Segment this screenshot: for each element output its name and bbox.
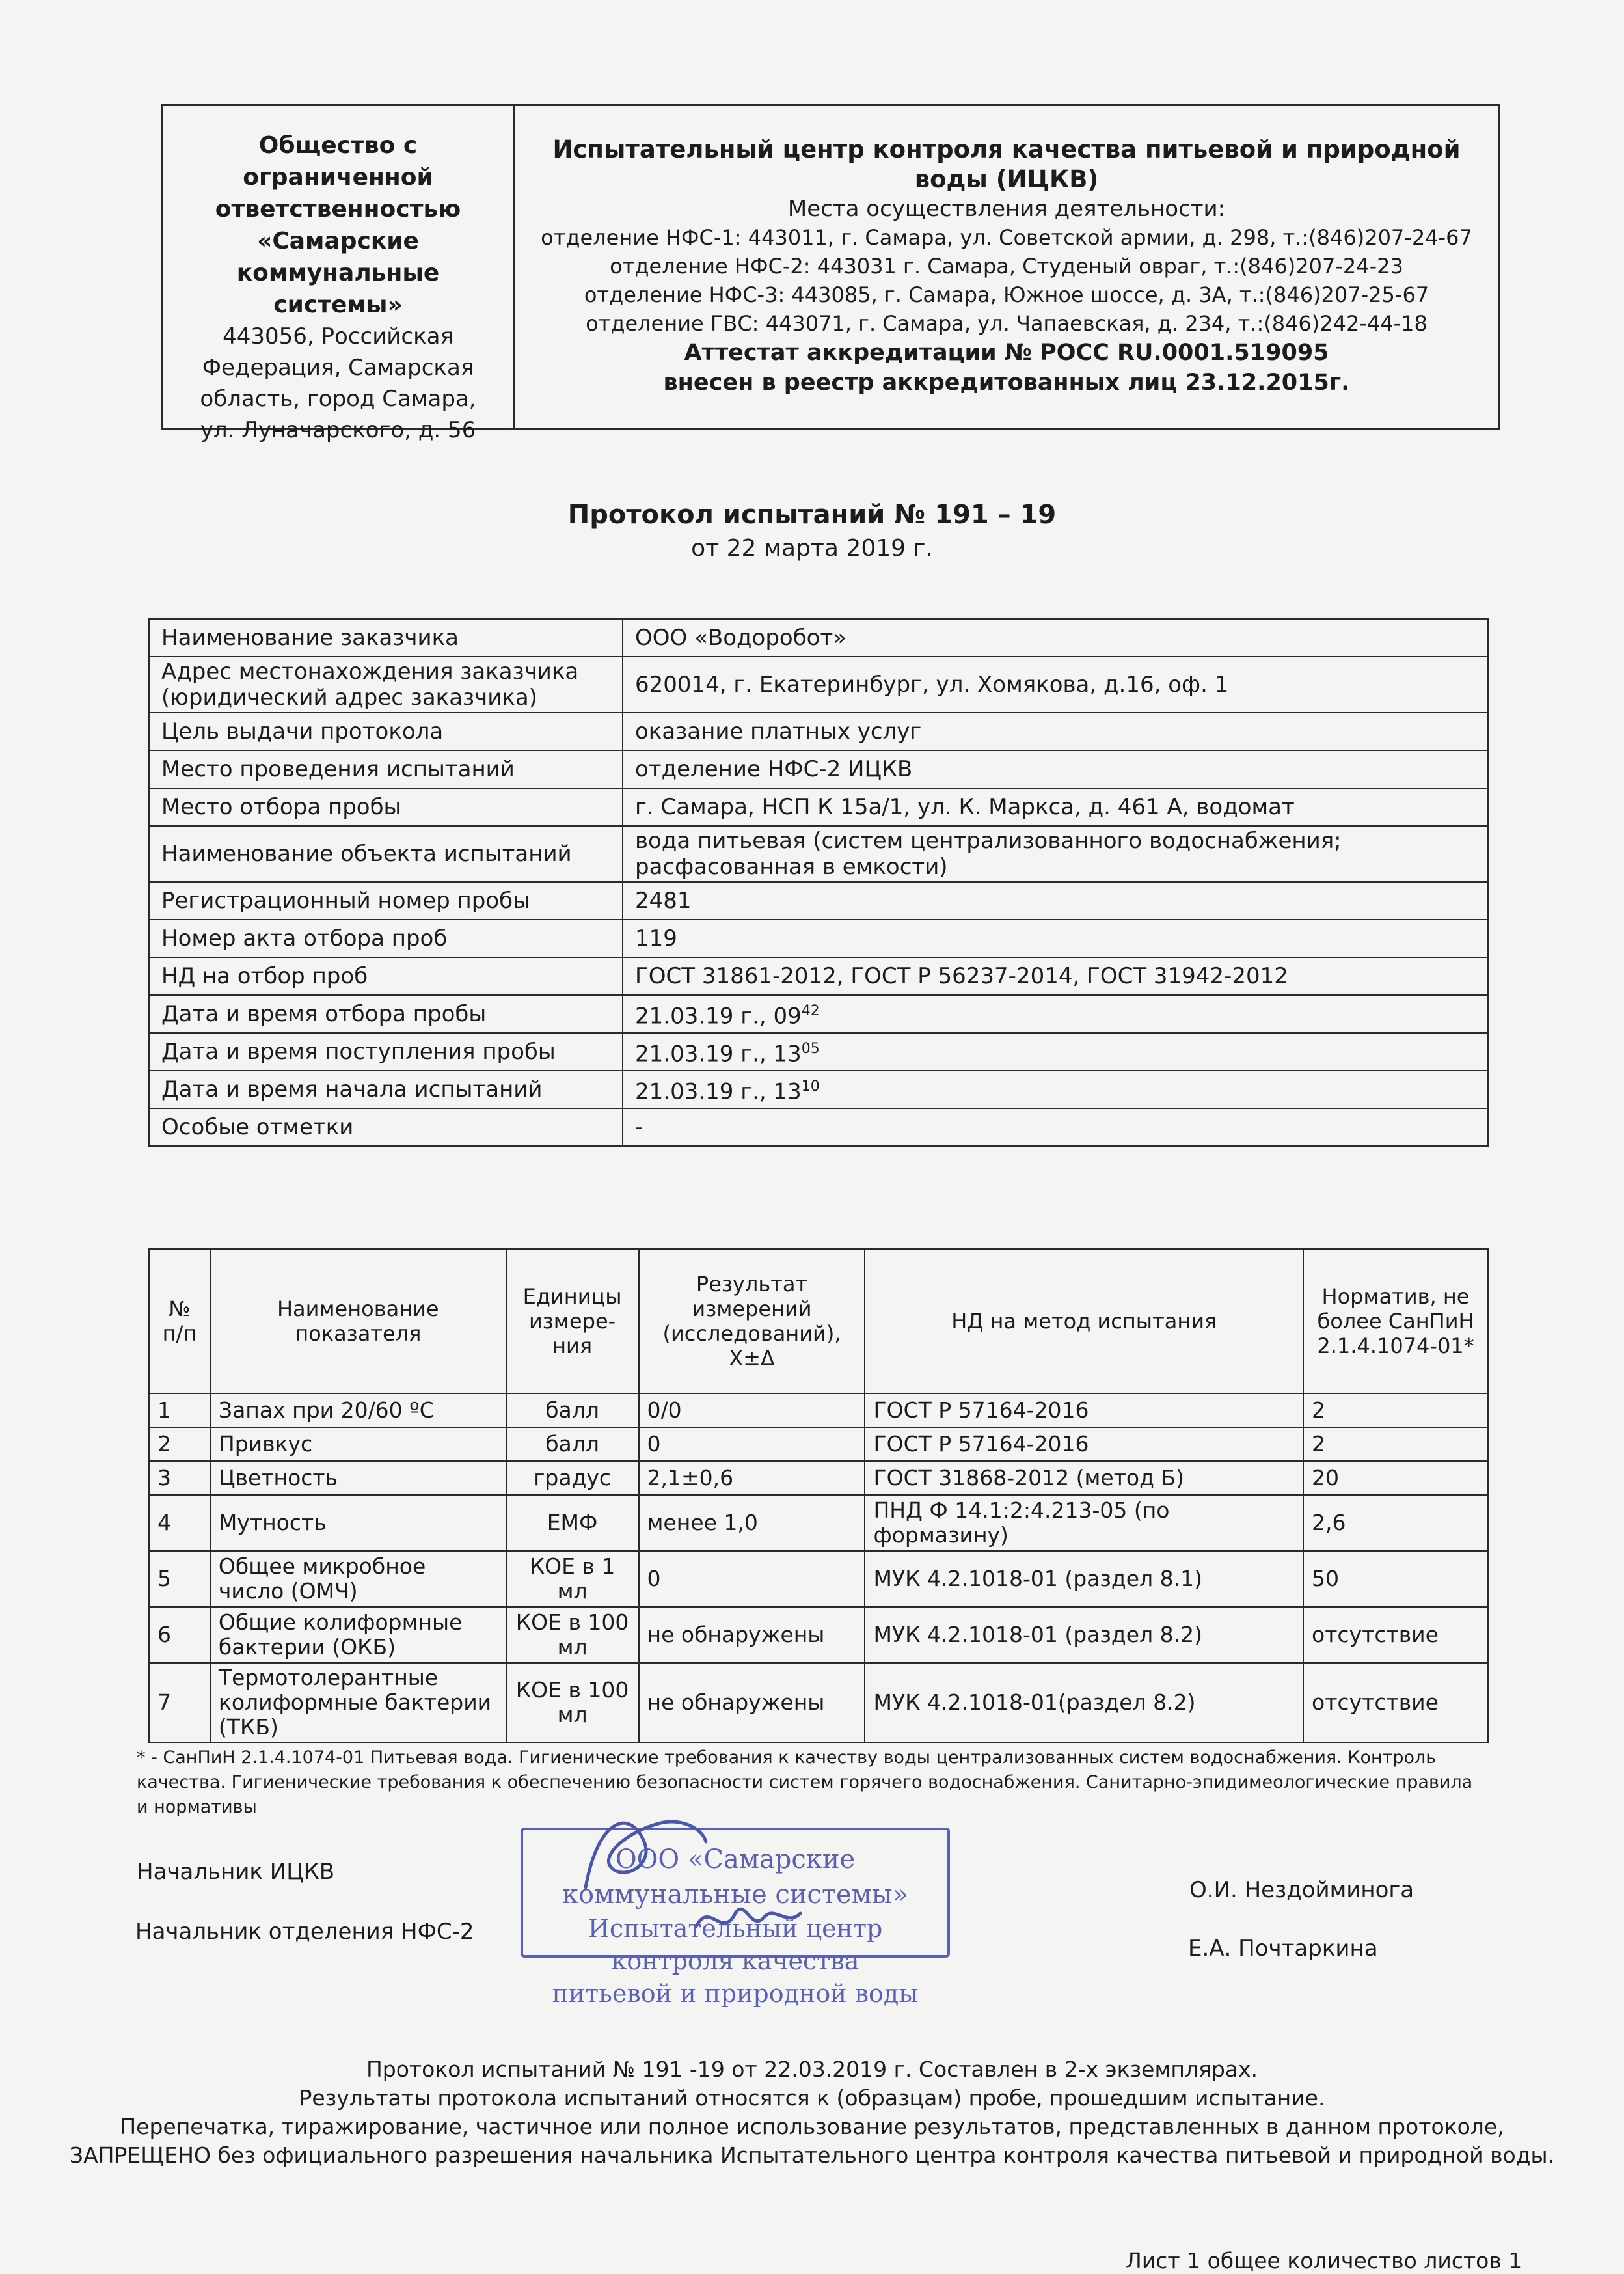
result-value: 0/0 [639, 1393, 865, 1427]
info-row [149, 1033, 1488, 1071]
table-row [149, 1663, 1488, 1742]
sheet-count: Лист 1 общее количество листов 1 [1126, 2248, 1522, 2273]
norm-value: 2 [1303, 1393, 1488, 1427]
info-value [623, 995, 1488, 1033]
info-row [149, 1108, 1488, 1146]
row-number: 4 [149, 1495, 210, 1551]
organization-address: 443056, Российская Федерация, Самарская область, город Самара, ул. Луначарского, д. 56 [200, 323, 476, 443]
protocol-title: Протокол испытаний № 191 – 19 [567, 500, 1057, 530]
row-number: 2 [149, 1427, 210, 1461]
signature-name-1: О.И. Нездойминога [1189, 1877, 1414, 1903]
norm-value: 20 [1303, 1461, 1488, 1495]
unit: балл [506, 1393, 639, 1427]
info-value-text: ООО «Водоробот» [635, 625, 847, 651]
place-line: отделение НФС-3: 443085, г. Самара, Южное шоссе, д. 3А, т.:(846)207-25-67 [584, 282, 1429, 307]
result-value: 2,1±0,6 [639, 1461, 865, 1495]
info-row [149, 957, 1488, 995]
signature-name-2: Е.А. Почтаркина [1188, 1936, 1378, 1962]
info-row [149, 713, 1488, 750]
col-indicator-header: Наименование показателя [210, 1249, 506, 1393]
indicator-name: Запах при 20/60 ºС [210, 1393, 506, 1427]
info-value [623, 882, 1488, 920]
accreditation: Аттестат аккредитации № РОСС RU.0001.519095 внесен в реестр аккредитованных лиц 23.12.2015г. [663, 340, 1350, 396]
info-label: Место проведения испытаний [149, 750, 623, 788]
indicator-name: Общие колиформные бактерии (ОКБ) [210, 1607, 506, 1663]
info-value [623, 750, 1488, 788]
info-value-text: ГОСТ 31861-2012, ГОСТ Р 56237-2014, ГОСТ 31942-2012 [635, 963, 1288, 989]
info-row [149, 1071, 1488, 1108]
organization-block [163, 106, 515, 443]
results-table [148, 1248, 1489, 1743]
row-number: 1 [149, 1393, 210, 1427]
table-row [149, 1461, 1488, 1495]
info-value [623, 1071, 1488, 1108]
lab-block [515, 106, 1498, 456]
info-value [623, 657, 1488, 713]
result-value: менее 1,0 [639, 1495, 865, 1551]
unit: балл [506, 1427, 639, 1461]
norm-value: 2 [1303, 1427, 1488, 1461]
norm-value: отсутствие [1303, 1607, 1488, 1663]
info-label: Номер акта отбора проб [149, 920, 623, 957]
places-label: Места осуществления деятельности: [787, 196, 1226, 222]
place-line: отделение НФС-2: 443031 г. Самара, Студеный овраг, т.:(846)207-24-23 [610, 254, 1403, 279]
info-value-text: - [635, 1114, 643, 1140]
table-row [149, 1393, 1488, 1427]
row-number: 7 [149, 1663, 210, 1742]
info-row [149, 619, 1488, 657]
place-line: отделение НФС-1: 443011, г. Самара, ул. Советской армии, д. 298, т.:(846)207-24-67 [541, 225, 1472, 250]
norm-value: 50 [1303, 1551, 1488, 1607]
test-method: МУК 4.2.1018-01 (раздел 8.1) [865, 1551, 1303, 1607]
indicator-name: Общее микробное число (ОМЧ) [210, 1551, 506, 1607]
info-label: Наименование заказчика [149, 619, 623, 657]
row-number: 3 [149, 1461, 210, 1495]
organization-stamp: ООО «Самарские коммунальные системы» Испытательный центр контроля качества питьевой и природной воды [521, 1828, 950, 1958]
info-value [623, 713, 1488, 750]
info-label: Особые отметки [149, 1108, 623, 1146]
info-value-text: 21.03.19 г., 13 [635, 1041, 802, 1067]
unit: КОЕ в 1 мл [506, 1551, 639, 1607]
unit: градус [506, 1461, 639, 1495]
organization-name: Общество с ограниченной ответственностью «Самарские коммунальные системы» [215, 132, 461, 318]
sample-info-table [148, 618, 1489, 1147]
info-row [149, 995, 1488, 1033]
indicator-name: Привкус [210, 1427, 506, 1461]
info-value-text: 2481 [635, 888, 692, 914]
result-value: не обнаружены [639, 1607, 865, 1663]
test-method: МУК 4.2.1018-01 (раздел 8.2) [865, 1607, 1303, 1663]
results-header-row [149, 1249, 1488, 1393]
sample-info-body [149, 619, 1488, 1146]
info-row [149, 788, 1488, 826]
info-value-text: 119 [635, 925, 677, 952]
info-value [623, 619, 1488, 657]
results-body [149, 1393, 1488, 1742]
info-label: Дата и время поступления пробы [149, 1033, 623, 1071]
test-method: МУК 4.2.1018-01(раздел 8.2) [865, 1663, 1303, 1742]
table-row [149, 1495, 1488, 1551]
info-value [623, 788, 1488, 826]
test-method: ГОСТ Р 57164-2016 [865, 1393, 1303, 1427]
info-value [623, 1033, 1488, 1071]
handwritten-signature-icon [690, 1894, 807, 1946]
result-value: 0 [639, 1427, 865, 1461]
test-method: ГОСТ Р 57164-2016 [865, 1427, 1303, 1461]
info-value-text: оказание платных услуг [635, 719, 922, 745]
norm-value: отсутствие [1303, 1663, 1488, 1742]
unit: ЕМФ [506, 1495, 639, 1551]
info-row [149, 882, 1488, 920]
handwritten-signature-icon [573, 1803, 716, 1900]
col-unit-header: Единицы измере-ния [506, 1249, 639, 1393]
info-value [623, 1108, 1488, 1146]
info-label: Наименование объекта испытаний [149, 826, 623, 882]
unit: КОЕ в 100 мл [506, 1663, 639, 1742]
info-label: Дата и время отбора пробы [149, 995, 623, 1033]
info-row [149, 920, 1488, 957]
info-value-text: отделение НФС-2 ИЦКВ [635, 756, 913, 782]
signature-position-2: Начальник отделения НФС-2 [135, 1919, 474, 1945]
test-method: ГОСТ 31868-2012 (метод Б) [865, 1461, 1303, 1495]
test-method: ПНД Ф 14.1:2:4.213-05 (по формазину) [865, 1495, 1303, 1551]
result-value: не обнаружены [639, 1663, 865, 1742]
info-value [623, 920, 1488, 957]
indicator-name: Мутность [210, 1495, 506, 1551]
row-number: 5 [149, 1551, 210, 1607]
signature-position-1: Начальник ИЦКВ [137, 1859, 335, 1885]
info-label: НД на отбор проб [149, 957, 623, 995]
time-minutes: 05 [801, 1041, 820, 1058]
row-number: 6 [149, 1607, 210, 1663]
info-label: Регистрационный номер пробы [149, 882, 623, 920]
footnote: * - СанПиН 2.1.4.1074-01 Питьевая вода. Гигиенические требования к качеству воды централизованных систем водоснабжения. Контроль качества. Гигиенические требования к обеспечению безопасности систем горячего водоснабжения. Санитарно-эпидимеологические правила и нормативы [137, 1747, 1473, 1817]
table-row [149, 1551, 1488, 1607]
info-row [149, 826, 1488, 882]
table-row [149, 1427, 1488, 1461]
col-norm-header: Норматив, не более СанПиН 2.1.4.1074-01* [1303, 1249, 1488, 1393]
info-value-text: 21.03.19 г., 13 [635, 1078, 802, 1105]
place-line: отделение ГВС: 443071, г. Самара, ул. Чапаевская, д. 234, т.:(846)242-44-18 [586, 311, 1428, 336]
col-number-header: № п/п [149, 1249, 210, 1393]
info-value-text: 620014, г. Екатеринбург, ул. Хомякова, д.16, оф. 1 [635, 672, 1229, 698]
table-row [149, 1607, 1488, 1663]
info-label: Адрес местонахождения заказчика (юридический адрес заказчика) [149, 657, 623, 713]
info-value [623, 826, 1488, 882]
time-minutes: 42 [801, 1003, 820, 1020]
indicator-name: Термотолерантные колиформные бактерии (ТКБ) [210, 1663, 506, 1742]
document-header [161, 104, 1500, 443]
norm-value: 2,6 [1303, 1495, 1488, 1551]
unit: КОЕ в 100 мл [506, 1607, 639, 1663]
indicator-name: Цветность [210, 1461, 506, 1495]
col-result-header: Результат измерений (исследований), X±Δ [639, 1249, 865, 1393]
info-value [623, 957, 1488, 995]
info-row [149, 750, 1488, 788]
info-label: Место отбора пробы [149, 788, 623, 826]
info-label: Дата и время начала испытаний [149, 1071, 623, 1108]
info-value-text: г. Самара, НСП К 15а/1, ул. К. Маркса, д. 461 А, водомат [635, 794, 1295, 820]
info-value-text: вода питьевая (систем централизованного водоснабжения; расфасованная в емкости) [635, 828, 1342, 880]
info-label: Цель выдачи протокола [149, 713, 623, 750]
bottom-notes: Протокол испытаний № 191 -19 от 22.03.2019 г. Составлен в 2-х экземплярах. Результаты протокола испытаний относятся к (образцам) пробе, прошедшим испытание. Перепечатка, тиражирование, частичное или полное использование результатов, представленных в данном протоколе, ЗАПРЕЩЕНО без официального разрешения начальника Испытательного центра контроля качества питьевой и природной воды. [69, 2057, 1555, 2168]
col-method-header: НД на метод испытания [865, 1249, 1303, 1393]
info-row [149, 657, 1488, 713]
protocol-date: от 22 марта 2019 г. [691, 535, 933, 562]
time-minutes: 10 [801, 1078, 820, 1095]
lab-title: Испытательный центр контроля качества питьевой и природной воды (ИЦКВ) [552, 135, 1461, 193]
result-value: 0 [639, 1551, 865, 1607]
info-value-text: 21.03.19 г., 09 [635, 1003, 802, 1030]
